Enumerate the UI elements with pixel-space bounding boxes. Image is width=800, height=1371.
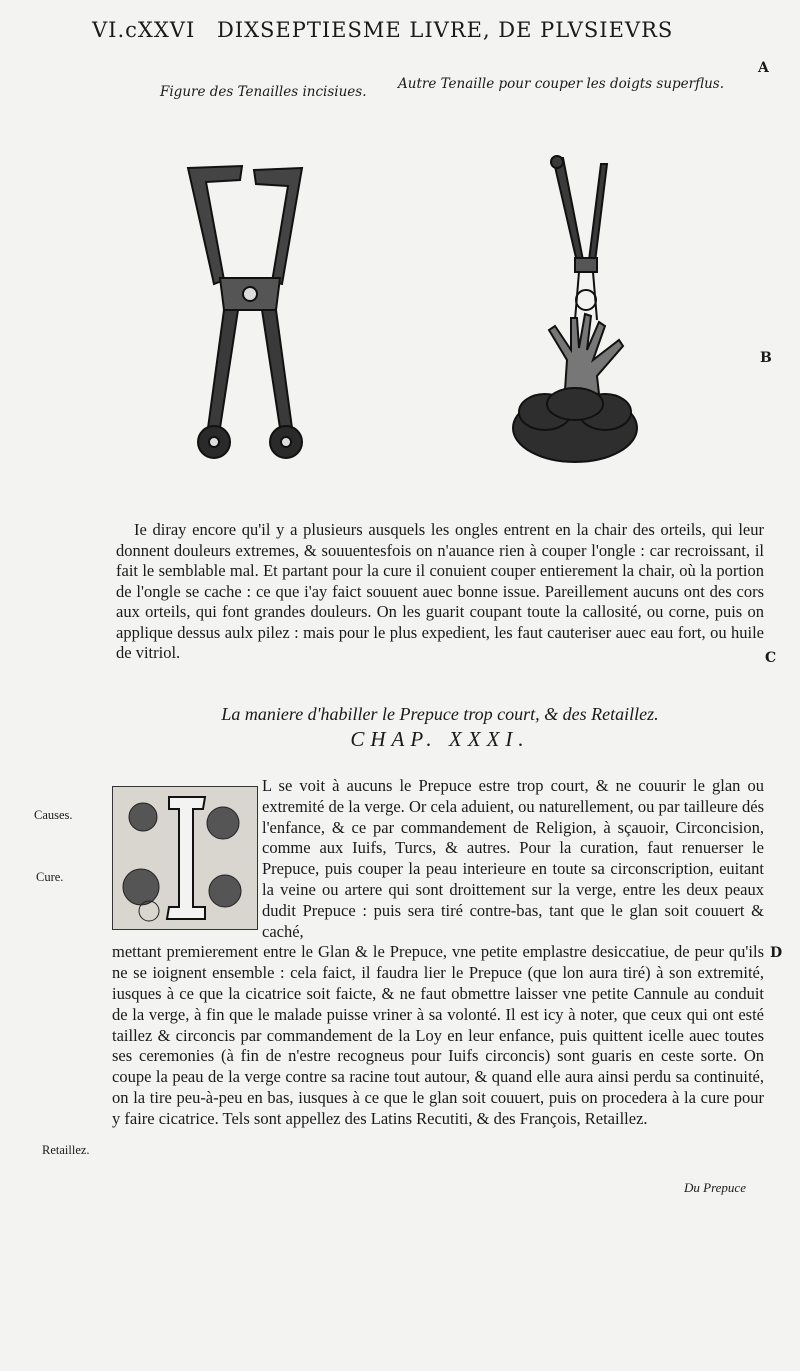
page-number: VI.cXXVI	[92, 18, 196, 42]
pincers-illustration	[180, 160, 320, 465]
chapter-text-with-dropcap: L se voit à aucuns le Prepuce estre trop court, & ne couurir le glan ou extremité de la verge. Or cela aduient, ou naturellement, ou par tailleure dés l'enfance, & ce par commandement de Religion, à sçauoir, Circoncision, comme aux Iuifs, Turcs, & autres. Pour la curation, faut renuerser le Prepuce, puis couper la peau interieure en toute sa circonscription, euitant la veine ou artere qui sont droittement sur la verge, entre les deux peaux dudit Prepuce : puis sera tiré contre-bas, tant que le glan soit couuert & caché,	[262, 776, 764, 941]
figure-caption-left: Figure des Tenailles incisiues.	[160, 84, 367, 100]
hand-pincers-illustration	[505, 150, 645, 480]
chapter-number: CHAP. XXXI.	[350, 727, 530, 751]
figure-caption-right: Autre Tenaille pour couper les doigts superflus.	[398, 76, 725, 92]
chapter-text-continued: mettant premierement entre le Glan & le Prepuce, vne petite emplastre desiccatiue, de peur qu'ils ne se ioignent ensemble : cela faict, il faudra lier le Prepuce (que lon aura tiré) à son extremité, iusques à ce que la cicatrice soit faicte, & ne faut obmettre laisser vne petite Cannule au conduit de la verge, à fin que le malade puisse vriner à sa volonté. Il est icy à noter, que ceux qui ont esté taillez & circoncis par commandement de la Loy en leur enfance, puis quittent icelle auec toutes ses ceremonies (à fin de n'estre recogneus pour Iuifs circoncis) sont guaris en ceste sorte. On coupe la peau de la verge contre sa racine tout autour, & quand elle aura ainsi perdu sa continuité, on la tire peu-à-peu en bas, iusques à ce que le glan soit couuert, puis on procedera à la cure pour y faire cicatrice. Tels sont appellez des Latins Recutiti, & des François, Retaillez.	[112, 942, 764, 1128]
sidenote-causes: Causes.	[34, 808, 73, 822]
margin-letter-b: B	[760, 350, 772, 366]
running-header	[92, 18, 712, 42]
paragraph-nails	[116, 520, 764, 664]
sidenote-cure: Cure.	[36, 870, 64, 884]
paragraph-nails-text: Ie diray encore qu'il y a plusieurs ausquels les ongles entrent en la chair des orteils, qui leur donnent douleurs extremes, & souuentesfois on n'auance rien à couper l'ongle : car recroissant, il fait le semblable mal. Et partant pour la cure il conuient couper entierement la chair, où la portion de l'ongle se cache : ce que i'ay faict souuent auec bonne issue. Pareillement aucuns ont des cors aux orteils, qui font grandes douleurs. On les guarit coupant toute la callosité, ou corne, puis on applique dessus aulx pilez : mais pour le plus expedient, les faut cauteriser auec eau fort, ou huile de vitriol.	[116, 520, 764, 662]
catchword: Du Prepuce	[684, 1180, 746, 1195]
chapter-title: La maniere d'habiller le Prepuce trop court, & des Retaillez.	[221, 704, 659, 724]
running-title: DIXSEPTIESME LIVRE, DE PLVSIEVRS	[216, 18, 674, 42]
margin-letter-d: D	[770, 945, 783, 961]
margin-letter-c: C	[765, 650, 777, 666]
margin-letter-a: A	[758, 60, 769, 76]
chapter-body	[112, 776, 764, 1130]
sidenote-retaillez: Retaillez.	[42, 1143, 90, 1157]
